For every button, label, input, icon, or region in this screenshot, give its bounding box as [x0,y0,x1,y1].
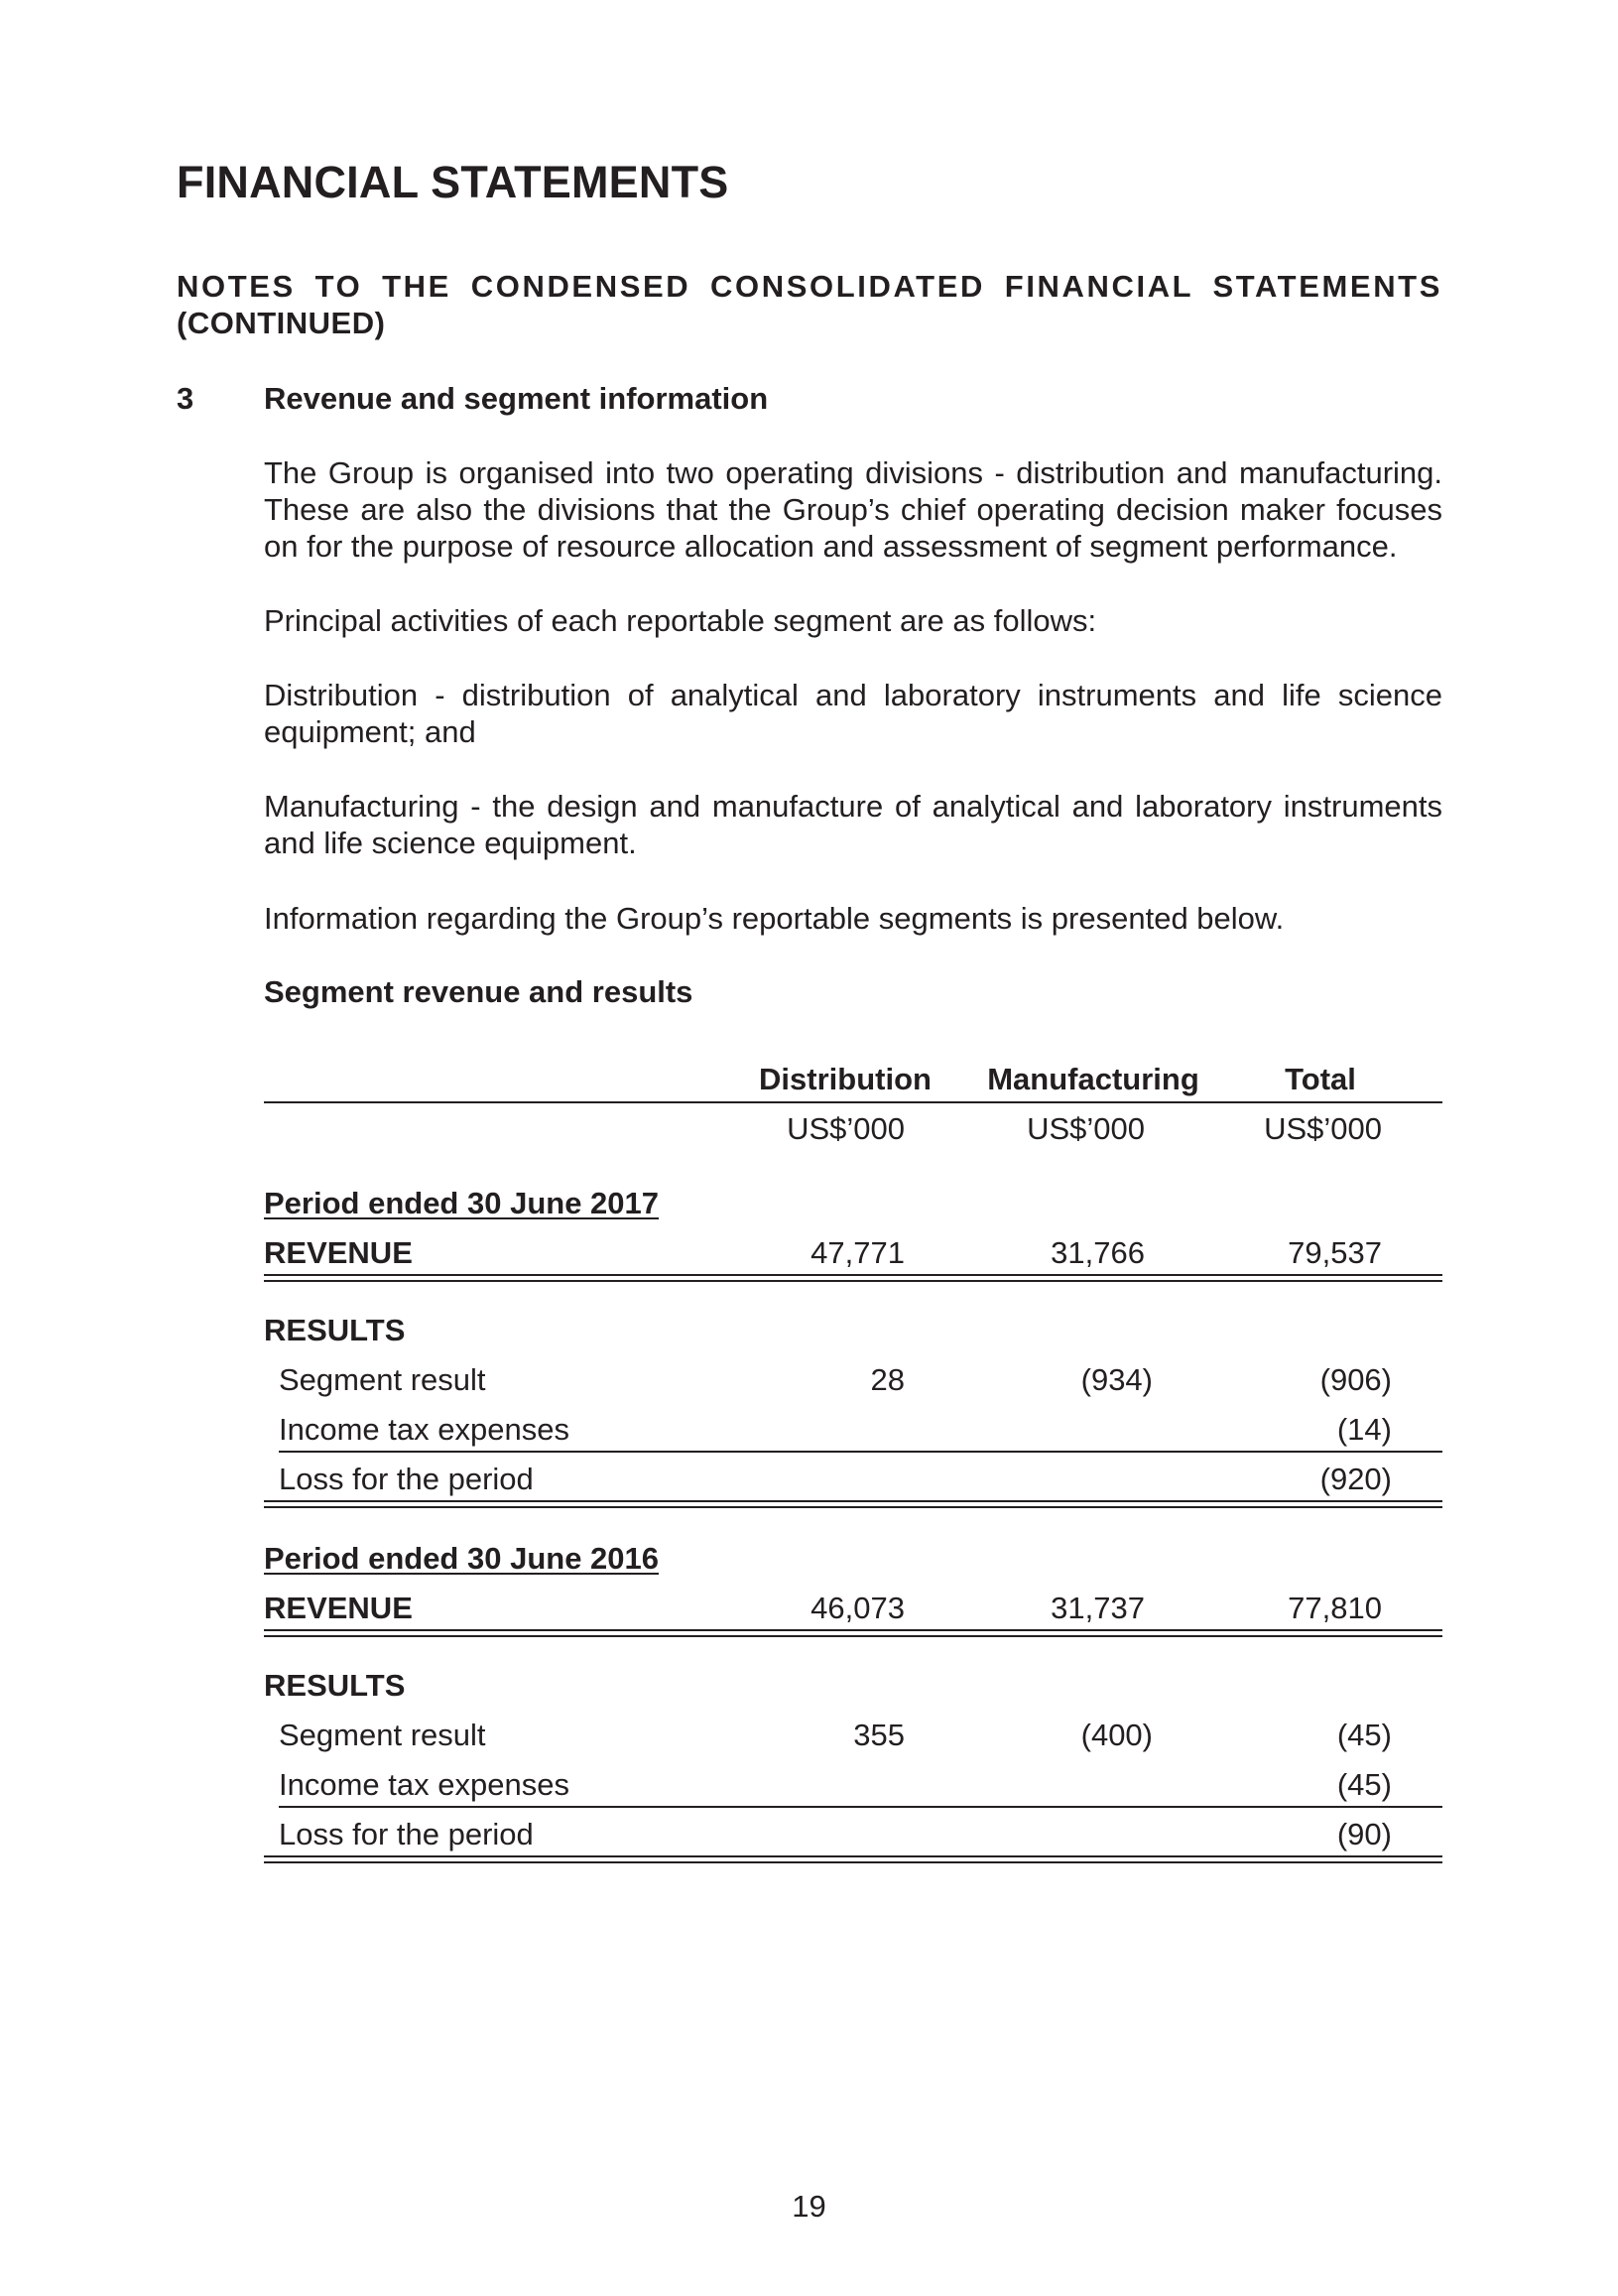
segment-result-total-2017: (906) [1319,1362,1392,1397]
revenue-distribution-2017: 47,771 [810,1235,905,1270]
income-tax-total-2017: (14) [1336,1412,1392,1447]
paragraph-information: Information regarding the Group’s reportable segments is presented below. [264,901,1285,936]
income-tax-label-2017: Income tax expenses [279,1412,569,1447]
results-label-2017: RESULTS [264,1313,406,1347]
subtotal-rule-2016 [279,1806,1442,1808]
paragraph-principal-activities: Principal activities of each reportable segment are as follows: [264,603,1097,638]
loss-total-2017: (920) [1319,1462,1392,1496]
section-number: 3 [177,381,194,416]
unit-distribution: US$’000 [787,1111,905,1146]
revenue-distribution-2016: 46,073 [810,1591,905,1625]
segment-result-label-2016: Segment result [279,1718,486,1752]
revenue-double-rule-2016 [264,1629,1442,1637]
paragraph-distribution: Distribution - distribution of analytical and laboratory instruments and life science equipment; and [264,678,1442,749]
paragraph-divisions: The Group is organised into two operating divisions - distribution and manufacturing. These are also the divisions that the Group’s chief operating decision maker focuses on for the purpose of resource allocation and assessment of segment performance. [264,455,1442,564]
period-label-2017: Period ended 30 June 2017 [264,1186,660,1220]
segment-result-label-2017: Segment result [279,1362,486,1397]
unit-manufacturing: US$’000 [1027,1111,1145,1146]
segment-result-manufacturing-2016: (400) [1080,1718,1153,1752]
segment-table [264,1052,1442,1877]
results-label-2016: RESULTS [264,1668,406,1703]
page-number: 19 [792,2189,826,2224]
revenue-total-2016: 77,810 [1288,1591,1382,1625]
column-header-manufacturing: Manufacturing [987,1062,1199,1096]
header-rule [264,1101,1442,1103]
income-tax-total-2016: (45) [1336,1767,1392,1802]
paragraph-manufacturing: Manufacturing - the design and manufacture of analytical and laboratory instruments and life science equipment. [264,789,1442,860]
subtotal-rule-2017 [279,1451,1442,1453]
revenue-label-2017: REVENUE [264,1235,413,1270]
loss-total-2016: (90) [1336,1817,1392,1851]
page-title: FINANCIAL STATEMENTS [177,157,729,207]
segment-result-total-2016: (45) [1336,1718,1392,1752]
revenue-manufacturing-2017: 31,766 [1051,1235,1145,1270]
unit-total: US$’000 [1264,1111,1382,1146]
segment-result-distribution-2016: 355 [853,1718,905,1752]
notes-heading-line1: NOTES TO THE CONDENSED CONSOLIDATED FINANCIAL STATEMENTS [177,269,1442,304]
revenue-manufacturing-2016: 31,737 [1051,1591,1145,1625]
revenue-label-2016: REVENUE [264,1591,413,1625]
revenue-total-2017: 79,537 [1288,1235,1382,1270]
segment-subheading: Segment revenue and results [264,974,693,1009]
section-title: Revenue and segment information [264,381,769,416]
notes-heading [177,268,1442,341]
loss-double-rule-2017 [264,1500,1442,1508]
column-header-total: Total [1285,1062,1356,1096]
loss-label-2017: Loss for the period [279,1462,534,1496]
loss-label-2016: Loss for the period [279,1817,534,1851]
segment-result-distribution-2017: 28 [870,1362,905,1397]
notes-heading-line2: (CONTINUED) [177,306,386,340]
income-tax-label-2016: Income tax expenses [279,1767,569,1802]
revenue-double-rule-2017 [264,1274,1442,1282]
period-label-2016: Period ended 30 June 2016 [264,1541,660,1576]
loss-double-rule-2016 [264,1855,1442,1863]
column-header-distribution: Distribution [759,1062,932,1096]
segment-result-manufacturing-2017: (934) [1080,1362,1153,1397]
